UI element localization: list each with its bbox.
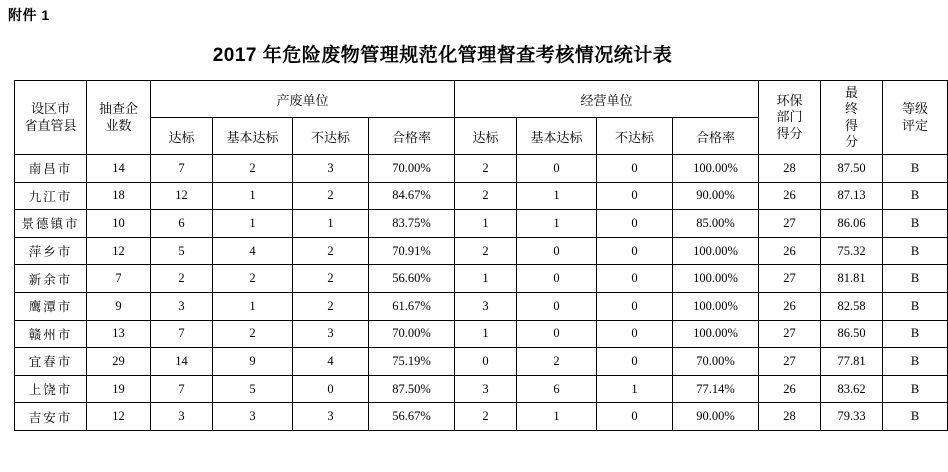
cell-operator-fail: 0 xyxy=(597,210,673,238)
cell-operator-pass: 1 xyxy=(455,265,517,293)
cell-operator-fail: 0 xyxy=(597,348,673,376)
cell-producer-rate: 70.00% xyxy=(369,320,455,348)
cell-producer-pass: 14 xyxy=(151,348,213,376)
cell-producer-pass: 7 xyxy=(151,155,213,183)
header-producer-fail: 不达标 xyxy=(293,118,369,155)
header-operator-fail: 不达标 xyxy=(597,118,673,155)
cell-operator-fail: 1 xyxy=(597,375,673,403)
cell-operator-basic: 0 xyxy=(517,155,597,183)
cell-env-score: 28 xyxy=(759,155,821,183)
cell-producer-fail: 4 xyxy=(293,348,369,376)
table-row xyxy=(15,237,948,265)
table-row xyxy=(15,182,948,210)
cell-producer-basic: 3 xyxy=(213,403,293,431)
cell-final-score: 86.50 xyxy=(821,320,883,348)
cell-grade: B xyxy=(883,155,948,183)
cell-region: 景德镇市 xyxy=(15,210,87,238)
cell-operator-pass: 2 xyxy=(455,403,517,431)
cell-grade: B xyxy=(883,403,948,431)
cell-env-score: 26 xyxy=(759,375,821,403)
cell-final-score: 87.13 xyxy=(821,182,883,210)
cell-producer-fail: 2 xyxy=(293,265,369,293)
cell-final-score: 83.62 xyxy=(821,375,883,403)
cell-sample-count: 18 xyxy=(87,182,151,210)
cell-operator-fail: 0 xyxy=(597,403,673,431)
cell-producer-pass: 3 xyxy=(151,403,213,431)
cell-final-score: 86.06 xyxy=(821,210,883,238)
cell-producer-rate: 56.67% xyxy=(369,403,455,431)
cell-operator-pass: 0 xyxy=(455,348,517,376)
table-row xyxy=(15,320,948,348)
page-title: 2017 年危险废物管理规范化管理督查考核情况统计表 xyxy=(212,45,673,66)
cell-sample-count: 9 xyxy=(87,292,151,320)
cell-producer-rate: 84.67% xyxy=(369,182,455,210)
cell-sample-count: 12 xyxy=(87,237,151,265)
cell-operator-pass: 2 xyxy=(455,155,517,183)
header-operator-basic-pass: 基本达标 xyxy=(517,118,597,155)
cell-grade: B xyxy=(883,265,948,293)
cell-region: 九江市 xyxy=(15,182,87,210)
header-operator-rate: 合格率 xyxy=(673,118,759,155)
header-region: 设区市 省直管县 xyxy=(15,81,87,155)
cell-region: 上饶市 xyxy=(15,375,87,403)
cell-producer-basic: 1 xyxy=(213,210,293,238)
cell-operator-basic: 6 xyxy=(517,375,597,403)
cell-operator-fail: 0 xyxy=(597,237,673,265)
cell-producer-fail: 2 xyxy=(293,292,369,320)
cell-region: 宜春市 xyxy=(15,348,87,376)
cell-operator-rate: 85.00% xyxy=(673,210,759,238)
header-grade: 等级 评定 xyxy=(883,81,948,155)
header-producer-rate: 合格率 xyxy=(369,118,455,155)
cell-region: 吉安市 xyxy=(15,403,87,431)
cell-grade: B xyxy=(883,292,948,320)
cell-producer-pass: 7 xyxy=(151,320,213,348)
cell-producer-fail: 3 xyxy=(293,155,369,183)
header-operator-pass: 达标 xyxy=(455,118,517,155)
cell-sample-count: 7 xyxy=(87,265,151,293)
cell-operator-pass: 3 xyxy=(455,292,517,320)
cell-env-score: 28 xyxy=(759,403,821,431)
cell-final-score: 75.32 xyxy=(821,237,883,265)
header-producer-pass: 达标 xyxy=(151,118,213,155)
cell-producer-rate: 83.75% xyxy=(369,210,455,238)
cell-producer-pass: 3 xyxy=(151,292,213,320)
table-row xyxy=(15,348,948,376)
table-row xyxy=(15,155,948,183)
cell-operator-basic: 0 xyxy=(517,292,597,320)
cell-grade: B xyxy=(883,210,948,238)
cell-operator-basic: 1 xyxy=(517,182,597,210)
cell-producer-rate: 75.19% xyxy=(369,348,455,376)
cell-operator-rate: 100.00% xyxy=(673,237,759,265)
table-row xyxy=(15,265,948,293)
cell-region: 鹰潭市 xyxy=(15,292,87,320)
cell-producer-basic: 1 xyxy=(213,292,293,320)
cell-producer-fail: 1 xyxy=(293,210,369,238)
cell-operator-pass: 2 xyxy=(455,182,517,210)
cell-producer-fail: 3 xyxy=(293,320,369,348)
table-body xyxy=(15,155,948,431)
cell-operator-pass: 1 xyxy=(455,210,517,238)
cell-env-score: 27 xyxy=(759,265,821,293)
table-row xyxy=(15,210,948,238)
table-row xyxy=(15,403,948,431)
cell-grade: B xyxy=(883,320,948,348)
cell-operator-basic: 0 xyxy=(517,320,597,348)
cell-env-score: 26 xyxy=(759,182,821,210)
cell-region: 萍乡市 xyxy=(15,237,87,265)
cell-env-score: 27 xyxy=(759,320,821,348)
cell-operator-pass: 1 xyxy=(455,320,517,348)
cell-operator-basic: 0 xyxy=(517,265,597,293)
cell-final-score: 82.58 xyxy=(821,292,883,320)
attachment-label: 附件 1 xyxy=(8,7,50,23)
cell-env-score: 27 xyxy=(759,348,821,376)
cell-operator-basic: 0 xyxy=(517,237,597,265)
cell-operator-fail: 0 xyxy=(597,265,673,293)
cell-producer-basic: 2 xyxy=(213,320,293,348)
cell-producer-fail: 3 xyxy=(293,403,369,431)
cell-grade: B xyxy=(883,182,948,210)
table-header xyxy=(15,81,948,155)
cell-operator-basic: 2 xyxy=(517,348,597,376)
cell-operator-rate: 77.14% xyxy=(673,375,759,403)
cell-env-score: 26 xyxy=(759,292,821,320)
cell-operator-pass: 2 xyxy=(455,237,517,265)
cell-final-score: 87.50 xyxy=(821,155,883,183)
cell-producer-fail: 0 xyxy=(293,375,369,403)
cell-grade: B xyxy=(883,237,948,265)
cell-sample-count: 19 xyxy=(87,375,151,403)
header-producer-basic-pass: 基本达标 xyxy=(213,118,293,155)
cell-operator-rate: 90.00% xyxy=(673,182,759,210)
cell-producer-rate: 70.00% xyxy=(369,155,455,183)
cell-sample-count: 10 xyxy=(87,210,151,238)
cell-producer-rate: 56.60% xyxy=(369,265,455,293)
cell-operator-fail: 0 xyxy=(597,292,673,320)
cell-producer-pass: 12 xyxy=(151,182,213,210)
cell-operator-rate: 100.00% xyxy=(673,292,759,320)
cell-grade: B xyxy=(883,375,948,403)
cell-final-score: 77.81 xyxy=(821,348,883,376)
cell-sample-count: 12 xyxy=(87,403,151,431)
header-sample-count: 抽查企 业数 xyxy=(87,81,151,155)
cell-operator-rate: 100.00% xyxy=(673,265,759,293)
cell-region: 赣州市 xyxy=(15,320,87,348)
cell-producer-fail: 2 xyxy=(293,182,369,210)
cell-producer-rate: 87.50% xyxy=(369,375,455,403)
cell-sample-count: 29 xyxy=(87,348,151,376)
cell-producer-basic: 5 xyxy=(213,375,293,403)
statistics-table xyxy=(14,80,948,431)
cell-operator-fail: 0 xyxy=(597,155,673,183)
cell-operator-rate: 70.00% xyxy=(673,348,759,376)
header-final-score: 最 终 得 分 xyxy=(821,81,883,155)
cell-producer-pass: 5 xyxy=(151,237,213,265)
cell-producer-fail: 2 xyxy=(293,237,369,265)
cell-final-score: 79.33 xyxy=(821,403,883,431)
cell-operator-rate: 100.00% xyxy=(673,320,759,348)
header-operator-group: 经营单位 xyxy=(455,81,759,118)
cell-env-score: 26 xyxy=(759,237,821,265)
cell-operator-rate: 90.00% xyxy=(673,403,759,431)
cell-operator-fail: 0 xyxy=(597,320,673,348)
cell-producer-pass: 2 xyxy=(151,265,213,293)
cell-operator-rate: 100.00% xyxy=(673,155,759,183)
cell-producer-pass: 7 xyxy=(151,375,213,403)
header-producer-group: 产废单位 xyxy=(151,81,455,118)
cell-env-score: 27 xyxy=(759,210,821,238)
cell-producer-basic: 2 xyxy=(213,155,293,183)
cell-sample-count: 14 xyxy=(87,155,151,183)
cell-region: 南昌市 xyxy=(15,155,87,183)
cell-region: 新余市 xyxy=(15,265,87,293)
cell-grade: B xyxy=(883,348,948,376)
table-row xyxy=(15,292,948,320)
cell-operator-basic: 1 xyxy=(517,210,597,238)
cell-operator-pass: 3 xyxy=(455,375,517,403)
cell-operator-fail: 0 xyxy=(597,182,673,210)
cell-producer-basic: 1 xyxy=(213,182,293,210)
cell-producer-rate: 70.91% xyxy=(369,237,455,265)
cell-producer-basic: 9 xyxy=(213,348,293,376)
statistics-table-container xyxy=(14,80,929,431)
cell-producer-basic: 4 xyxy=(213,237,293,265)
cell-producer-rate: 61.67% xyxy=(369,292,455,320)
cell-operator-basic: 1 xyxy=(517,403,597,431)
cell-final-score: 81.81 xyxy=(821,265,883,293)
cell-sample-count: 13 xyxy=(87,320,151,348)
header-env-score: 环保 部门 得分 xyxy=(759,81,821,155)
cell-producer-pass: 6 xyxy=(151,210,213,238)
cell-producer-basic: 2 xyxy=(213,265,293,293)
table-row xyxy=(15,375,948,403)
